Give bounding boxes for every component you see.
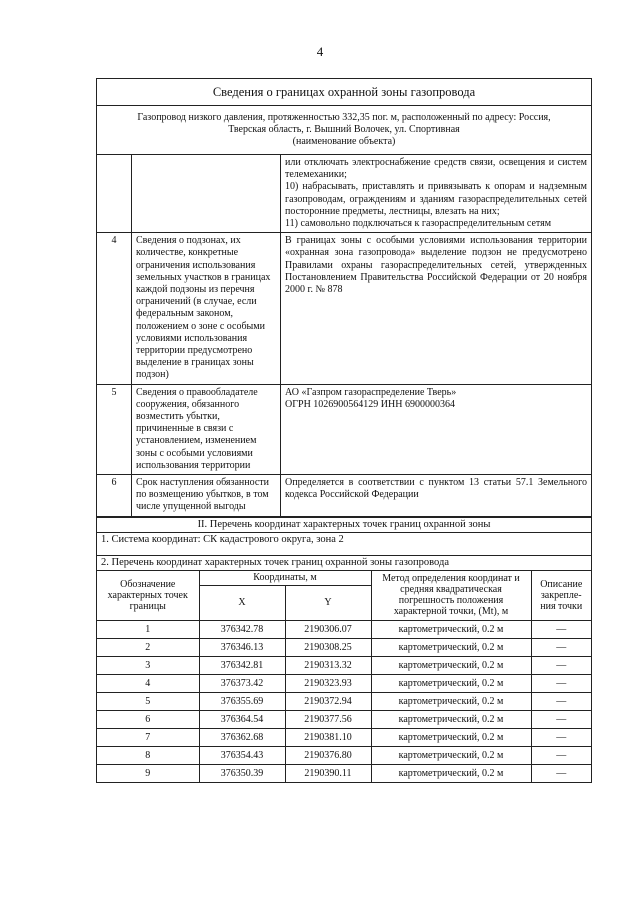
coords-header-row [97,570,591,585]
info-label-cell [132,155,281,233]
point-number: 5 [97,692,199,710]
description: — [531,728,591,746]
point-number: 6 [97,710,199,728]
method: картометрический, 0.2 м [371,620,531,638]
coord-y: 2190313.32 [285,656,371,674]
info-value: В границах зоны с особыми условиями использования территории «охранная зона газопровода» выделение подзон не предусмотрено Правилами охраны газораспределительных сетей, утвержденных Постановлением Правительства Российской Федерации от 20 ноября 2000 г. № 878 [281,233,592,384]
coord-x: 376362.68 [199,728,285,746]
table-row [97,692,591,710]
point-number: 1 [97,620,199,638]
document-frame [96,78,592,783]
continuation-text-1: или отключать электроснабжение средств связи, освещения и систем телемеханики; [285,157,587,181]
info-label: Срок наступления обязанности по возмещению убытков, в том числе упущенной выгоды [132,475,281,517]
coord-y: 2190308.25 [285,638,371,656]
object-line-2: Тверская область, г. Вышний Волочек, ул. Спортивная [228,124,460,135]
table-row [97,638,591,656]
description: — [531,674,591,692]
method: картометрический, 0.2 м [371,728,531,746]
point-number: 7 [97,728,199,746]
description: — [531,764,591,782]
object-description [97,106,591,155]
header-coords: Координаты, м [199,570,371,585]
table-row [97,620,591,638]
coord-x: 376342.78 [199,620,285,638]
header-method: Метод определения координат и средняя квадратическая погрешность положения характерной точки, (Mt), м [371,570,531,620]
document-title: Сведения о границах охранной зоны газопровода [97,79,591,106]
coord-x: 376364.54 [199,710,285,728]
point-number: 2 [97,638,199,656]
object-caption: (наименование объекта) [292,136,396,147]
header-x: X [199,585,285,620]
coordinates-table [97,570,591,782]
method: картометрический, 0.2 м [371,638,531,656]
description: — [531,638,591,656]
header-point: Обозначение характерных точек границы [97,570,199,620]
page-number: 4 [316,44,324,59]
info-row-4 [97,233,591,384]
continuation-text-3: 11) самовольно подключаться к газораспределительным сетям [285,218,552,230]
point-number: 8 [97,746,199,764]
info-table [97,155,591,517]
description: — [531,710,591,728]
coord-x: 376342.81 [199,656,285,674]
section-2-title: II. Перечень координат характерных точек границ охранной зоны [97,517,591,532]
coord-x: 376355.69 [199,692,285,710]
table-row [97,674,591,692]
header-description: Описание закрепле- ния точки [531,570,591,620]
method: картометрический, 0.2 м [371,656,531,674]
table-row [97,746,591,764]
table-row [97,764,591,782]
description: — [531,692,591,710]
coord-y: 2190381.10 [285,728,371,746]
point-number: 3 [97,656,199,674]
info-num: 4 [97,233,132,384]
info-num-cell [97,155,132,233]
method: картометрический, 0.2 м [371,764,531,782]
method: картометрический, 0.2 м [371,710,531,728]
coord-y: 2190323.93 [285,674,371,692]
coord-y: 2190372.94 [285,692,371,710]
table-row [97,728,591,746]
point-number: 4 [97,674,199,692]
coord-y: 2190390.11 [285,764,371,782]
coord-x: 376346.13 [199,638,285,656]
continuation-text-2: 10) набрасывать, приставлять и привязывать к опорам и надземным газопроводам, ограждениям и зданиям газораспределительных сетей посторонние предметы, лестницы, влезать на них; [285,181,587,217]
method: картометрический, 0.2 м [371,746,531,764]
method: картометрический, 0.2 м [371,692,531,710]
info-label: Сведения о подзонах, их количестве, конкретные ограничения использования земельных участков в границах каждой подзоны из перечня ограничений (в случае, если федеральным законом, положением о зоне с особыми условиями использования территории предусмотрено выделение в границах зоны подзон) [132,233,281,384]
info-value: Определяется в соответствии с пунктом 13 статьи 57.1 Земельного кодекса Российской Федерации [281,475,592,517]
coord-x: 376373.42 [199,674,285,692]
info-value-cell [281,155,592,233]
coords-list-title: 2. Перечень координат характерных точек границ охранной зоны газопровода [97,555,591,570]
info-row-continuation [97,155,591,233]
description: — [531,620,591,638]
coord-y: 2190376.80 [285,746,371,764]
table-row [97,710,591,728]
object-line-1: Газопровод низкого давления, протяженностью 332,35 пог. м, расположенный по адресу: Россия, [137,112,551,123]
info-value: АО «Газпром газораспределение Тверь» ОГРН 1026900564129 ИНН 6900000364 [281,384,592,474]
coord-y: 2190306.07 [285,620,371,638]
description: — [531,746,591,764]
coordinate-system: 1. Система координат: СК кадастрового округа, зона 2 [97,532,591,547]
info-num: 5 [97,384,132,474]
coord-x: 376354.43 [199,746,285,764]
info-row-5 [97,384,591,474]
method: картометрический, 0.2 м [371,674,531,692]
point-number: 9 [97,764,199,782]
table-row [97,656,591,674]
info-row-6 [97,475,591,517]
info-label: Сведения о правообладателе сооружения, обязанного возместить убытки, причиненные в связи с установлением, изменением зоны с особыми условиями использования территории [132,384,281,474]
header-y: Y [285,585,371,620]
coord-x: 376350.39 [199,764,285,782]
info-num: 6 [97,475,132,517]
description: — [531,656,591,674]
coord-y: 2190377.56 [285,710,371,728]
